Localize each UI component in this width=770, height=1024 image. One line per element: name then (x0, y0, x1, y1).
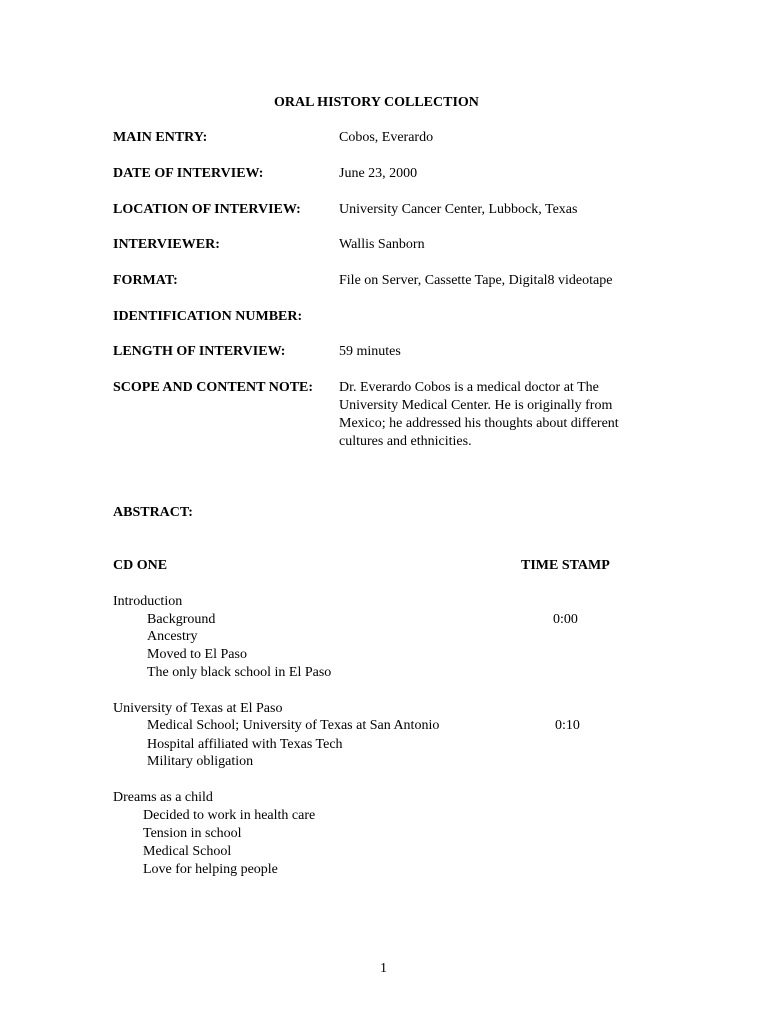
section-item: Medical School (143, 844, 232, 859)
scope-note (339, 379, 659, 451)
section-item: Hospital affiliated with Texas Tech (147, 737, 343, 752)
section-item: Decided to work in health care (143, 808, 316, 823)
length-value: 59 minutes (339, 344, 401, 359)
section-heading: University of Texas at El Paso (113, 701, 283, 716)
page-number: 1 (380, 961, 387, 976)
section-item: Background (147, 612, 216, 627)
location-value: University Cancer Center, Lubbock, Texas (339, 202, 578, 217)
date-label: DATE OF INTERVIEW: (113, 166, 264, 181)
scope-line: Dr. Everardo Cobos is a medical doctor at The (339, 380, 599, 395)
interviewer-label: INTERVIEWER: (113, 237, 220, 252)
section-item: The only black school in El Paso (147, 665, 332, 680)
location-label: LOCATION OF INTERVIEW: (113, 202, 301, 217)
section-timestamp: 0:10 (555, 718, 580, 733)
section-item: Military obligation (147, 754, 254, 769)
cd-label: CD ONE (113, 558, 168, 573)
date-value: June 23, 2000 (339, 166, 418, 181)
section-item: Medical School; University of Texas at San Antonio (147, 718, 440, 733)
scope-line: cultures and ethnicities. (339, 434, 472, 449)
section-timestamp: 0:00 (553, 612, 578, 627)
length-label: LENGTH OF INTERVIEW: (113, 344, 286, 359)
document-title: ORAL HISTORY COLLECTION (274, 95, 479, 110)
scope-line: University Medical Center. He is originally from (339, 398, 613, 413)
format-label: FORMAT: (113, 273, 178, 288)
main-entry-value: Cobos, Everardo (339, 130, 434, 145)
section-item: Tension in school (143, 826, 242, 841)
section-item: Ancestry (147, 629, 198, 644)
scope-line: Mexico; he addressed his thoughts about different (339, 416, 619, 431)
main-entry-label: MAIN ENTRY: (113, 130, 208, 145)
section-item: Love for helping people (143, 862, 278, 877)
abstract-label: ABSTRACT: (113, 505, 193, 520)
interviewer-value: Wallis Sanborn (339, 237, 425, 252)
format-value: File on Server, Cassette Tape, Digital8 videotape (339, 273, 613, 288)
section-heading: Dreams as a child (113, 790, 213, 805)
id-number-label: IDENTIFICATION NUMBER: (113, 309, 303, 324)
time-stamp-label: TIME STAMP (521, 558, 610, 573)
section-item: Moved to El Paso (147, 647, 247, 662)
section-heading: Introduction (113, 594, 183, 609)
scope-label: SCOPE AND CONTENT NOTE: (113, 380, 314, 395)
